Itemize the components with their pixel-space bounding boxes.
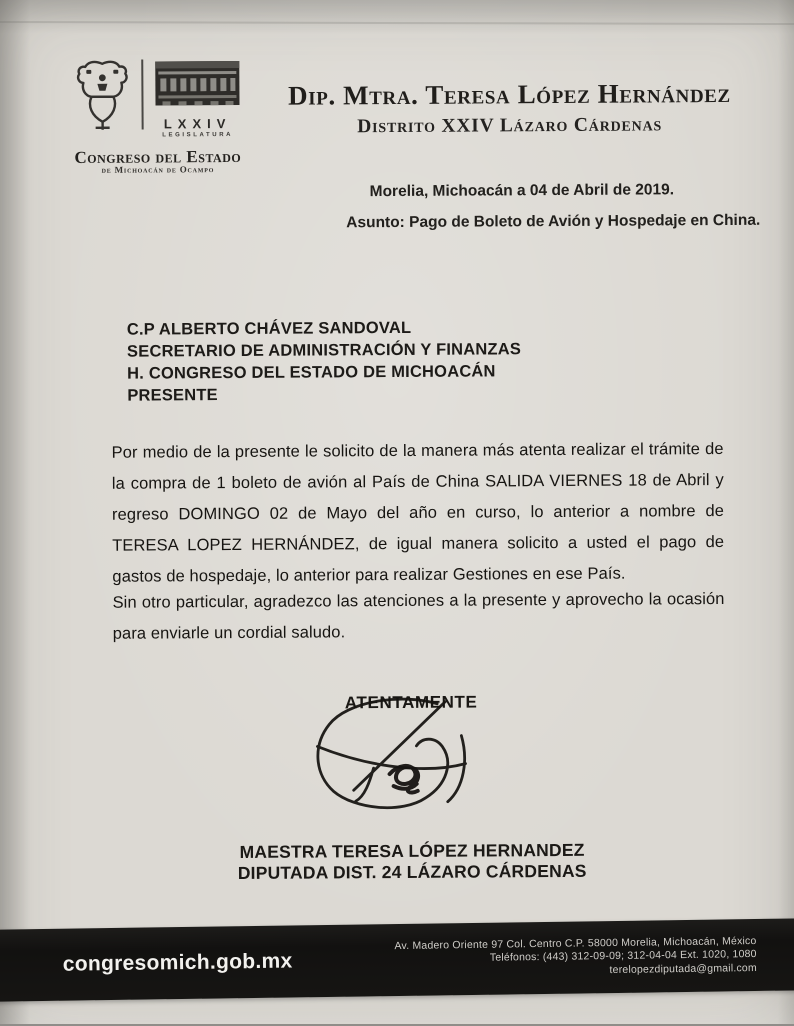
footer-bar bbox=[0, 918, 794, 1001]
org-name: Congreso del Estado bbox=[74, 146, 242, 167]
body-paragraph-1: Por medio de la presente le solicito de la manera más atenta realizar el trámite de la compra de 1 boleto de avión al País de China SALIDA VIERNES 18 de Abril y regreso DOMINGO 02 de Mayo del año en curso, lo anterior a nombre de TERESA LOPEZ HERNÁNDEZ, de igual manera solicito a usted el pago de gastos de hospedaje, lo anterior para realizar Gestiones en ese País. bbox=[111, 440, 725, 586]
handwritten-signature-icon bbox=[309, 693, 490, 824]
logo-divider bbox=[141, 60, 143, 130]
org-subname: de Michoacán de Ocampo bbox=[101, 164, 215, 175]
legislature-number: LXXIV bbox=[163, 116, 232, 132]
coat-of-arms-icon bbox=[73, 58, 132, 143]
district-subtitle: Distrito XXIV Lázaro Cárdenas bbox=[357, 114, 663, 138]
deputy-name-title: Dip. Mtra. Teresa López Hernández bbox=[288, 77, 731, 111]
closing-word: ATENTAMENTE bbox=[344, 692, 478, 713]
recipient-present: PRESENTE bbox=[127, 386, 218, 405]
footer-contact-block bbox=[394, 935, 757, 981]
signer-title: DIPUTADA DIST. 24 LÁZARO CÁRDENAS bbox=[237, 860, 587, 883]
legislature-caption: LEGISLATURA bbox=[162, 131, 234, 139]
body-paragraph-2: Sin otro particular, agradezco las atenciones a la presente y aprovecho la ocasión para enviarle un cordial saludo. bbox=[112, 590, 725, 643]
signer-block bbox=[192, 840, 632, 885]
dateline: Morelia, Michoacán a 04 de Abril de 2019. bbox=[369, 181, 675, 201]
footer-email: terelopezdiputada@gmail.com bbox=[609, 961, 757, 976]
recipient-title: SECRETARIO DE ADMINISTRACIÓN Y FINANZAS bbox=[126, 340, 522, 361]
signer-name: MAESTRA TERESA LÓPEZ HERNANDEZ bbox=[239, 839, 585, 862]
legislative-palace-icon bbox=[153, 57, 241, 115]
recipient-block bbox=[127, 316, 522, 406]
footer-address: Av. Madero Oriente 97 Col. Centro C.P. 58000 Morelia, Michoacán, México bbox=[394, 934, 757, 952]
website-url: congresomich.gob.mx bbox=[62, 949, 293, 976]
footer-phones: Teléfonos: (443) 312-09-09; 312-04-04 Ext. 1020, 1080 bbox=[489, 948, 757, 964]
congress-logo-block bbox=[59, 57, 256, 175]
recipient-org: H. CONGRESO DEL ESTADO DE MICHOACÁN bbox=[127, 362, 496, 383]
logo-row bbox=[59, 57, 256, 142]
recipient-name: C.P ALBERTO CHÁVEZ SANDOVAL bbox=[126, 318, 412, 339]
subject-line: Asunto: Pago de Boleto de Avión y Hospedaje en China. bbox=[346, 211, 761, 232]
legislature-logo bbox=[153, 57, 241, 139]
letterhead-title-block bbox=[265, 78, 753, 139]
